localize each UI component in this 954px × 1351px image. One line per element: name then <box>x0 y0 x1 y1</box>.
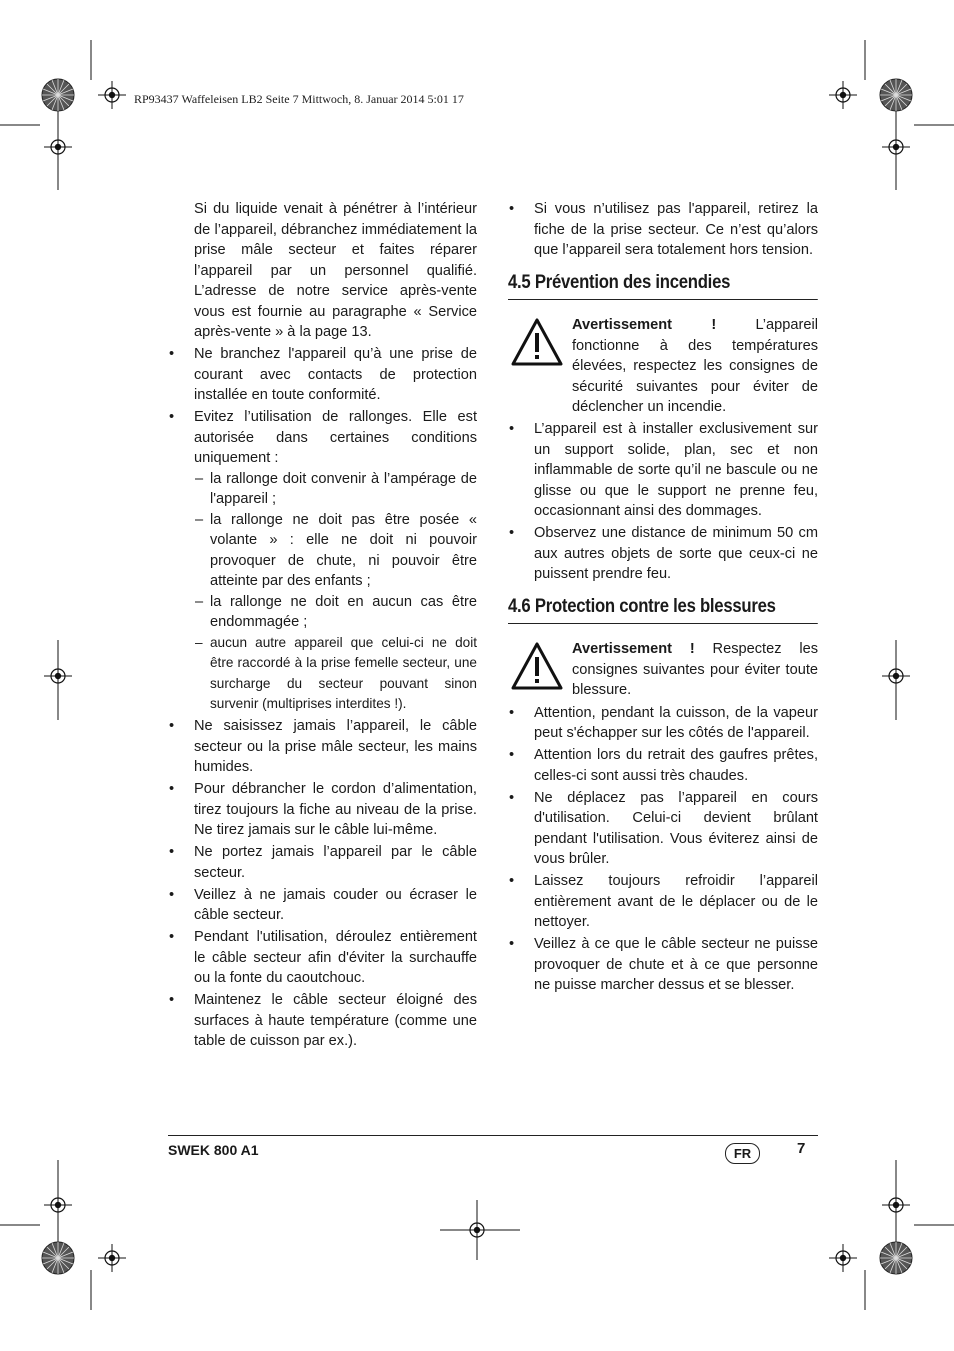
warning-text <box>572 315 818 418</box>
dash-item: – la rallonge doit convenir à l’ampérage de l'appareil ; <box>194 469 477 510</box>
warning-label: Avertissement ! <box>572 317 717 333</box>
list-item: • Si vous n’utilisez pas l'appareil, retirez la fiche de la prise secteur. Ce n’est qu’alors que l’appareil sera totalement hors tension. <box>508 199 818 261</box>
list-item: • Veillez à ne jamais couder ou écraser le câble secteur. <box>168 885 477 926</box>
heading-text: 4.5 Prévention des incendies <box>508 271 731 293</box>
fire-list <box>508 419 818 585</box>
list-item-text: Evitez l’utilisation de rallonges. Elle est autorisée dans certaines conditions uniquement : <box>194 409 477 466</box>
list-item: • Ne saisissez jamais l’appareil, le câble secteur ou la prise mâle secteur, les mains humides. <box>168 716 477 778</box>
left-column <box>168 199 477 1052</box>
intro-paragraph: Si du liquide venait à pénétrer à l’intérieur de l’appareil, débranchez immédiatement la prise mâle secteur et faites réparer l’appareil par un personnel qualifié. L’adresse de notre service après-vente vous est fournie au paragraphe « Service après-vente » à la page 13. <box>194 201 477 340</box>
warning-triangle-icon <box>510 641 564 691</box>
right-column <box>508 199 818 996</box>
list-item: • Laissez toujours refroidir l’appareil entièrement avant de le déplacer ou de le nettoyer. <box>508 871 818 933</box>
print-slug: RP93437 Waffeleisen LB2 Seite 7 Mittwoch, 8. Januar 2014 5:01 17 <box>134 92 464 106</box>
list-item: • Attention, pendant la cuisson, de la vapeur peut s'échapper sur les côtés de l'appareil. <box>508 703 818 744</box>
list-item <box>168 407 477 715</box>
list-item: • Maintenez le câble secteur éloigné des surfaces à haute température (comme une table de cuisson par ex.). <box>168 990 477 1052</box>
footer-rule <box>168 1135 818 1136</box>
list-item: • L’appareil est à installer exclusivement sur un support solide, plan, sec et non inflammable de sorte qu’il ne bascule ou ne glisse ou que le support ne prenne feu, occasionnant ainsi des dommages. <box>508 419 818 522</box>
power-list <box>508 199 818 261</box>
list-item: • Ne branchez l'appareil qu’à une prise de courant avec contacts de protection installée en toute conformité. <box>168 344 477 406</box>
warning-label: Avertissement ! <box>572 641 695 657</box>
page-number: 7 <box>797 1140 806 1157</box>
language-badge: FR <box>725 1143 760 1164</box>
dash-item: – la rallonge ne doit pas être posée « volante » : elle ne doit ni pouvoir provoquer de chute, ni pouvoir être atteinte par des enfants ; <box>194 510 477 592</box>
warning-text <box>572 639 818 701</box>
warning-triangle-icon <box>510 317 564 367</box>
safety-list-left <box>168 344 477 1052</box>
extension-conditions <box>194 469 477 715</box>
warning-body: Respectez les consignes suivantes pour éviter toute blessure. <box>572 641 818 698</box>
list-item: • Ne déplacez pas l’appareil en cours d'utilisation. Celui-ci devient brûlant pendant l'utilisation. Vous éviterez ainsi de vous brûler. <box>508 788 818 870</box>
section-heading-fire <box>508 273 818 301</box>
dash-item: – aucun autre appareil que celui-ci ne doit être raccordé à la prise femelle secteur, une surcharge du secteur pouvant sinon survenir (multiprises interdites !). <box>194 633 477 715</box>
warning-body: L’appareil fonctionne à des températures élevées, respectez les consignes de sécurité suivantes pour éviter de déclencher un incendie. <box>572 317 818 415</box>
dash-item: – la rallonge ne doit en aucun cas être endommagée ; <box>194 592 477 633</box>
warning-box-fire <box>508 315 818 418</box>
section-heading-injury <box>508 597 818 625</box>
injury-list <box>508 703 818 996</box>
list-item: • Pendant l'utilisation, déroulez entièrement le câble secteur afin d'éviter la surchauffe ou la fonte du caoutchouc. <box>168 927 477 989</box>
list-item: • Ne portez jamais l’appareil par le câble secteur. <box>168 842 477 883</box>
list-item: • Pour débrancher le cordon d’alimentation, tirez toujours la fiche au niveau de la prise. Ne tirez jamais sur le câble lui-même. <box>168 779 477 841</box>
warning-box-injury <box>508 639 818 701</box>
list-item: • Attention lors du retrait des gaufres prêtes, celles-ci sont aussi très chaudes. <box>508 745 818 786</box>
list-item: • Observez une distance de minimum 50 cm aux autres objets de sorte que ceux-ci ne puissent prendre feu. <box>508 523 818 585</box>
list-item: • Veillez à ce que le câble secteur ne puisse provoquer de chute et à ce que personne ne puisse marcher dessus et se blesser. <box>508 934 818 996</box>
model-number: SWEK 800 A1 <box>168 1142 259 1158</box>
heading-text: 4.6 Protection contre les blessures <box>508 595 776 617</box>
